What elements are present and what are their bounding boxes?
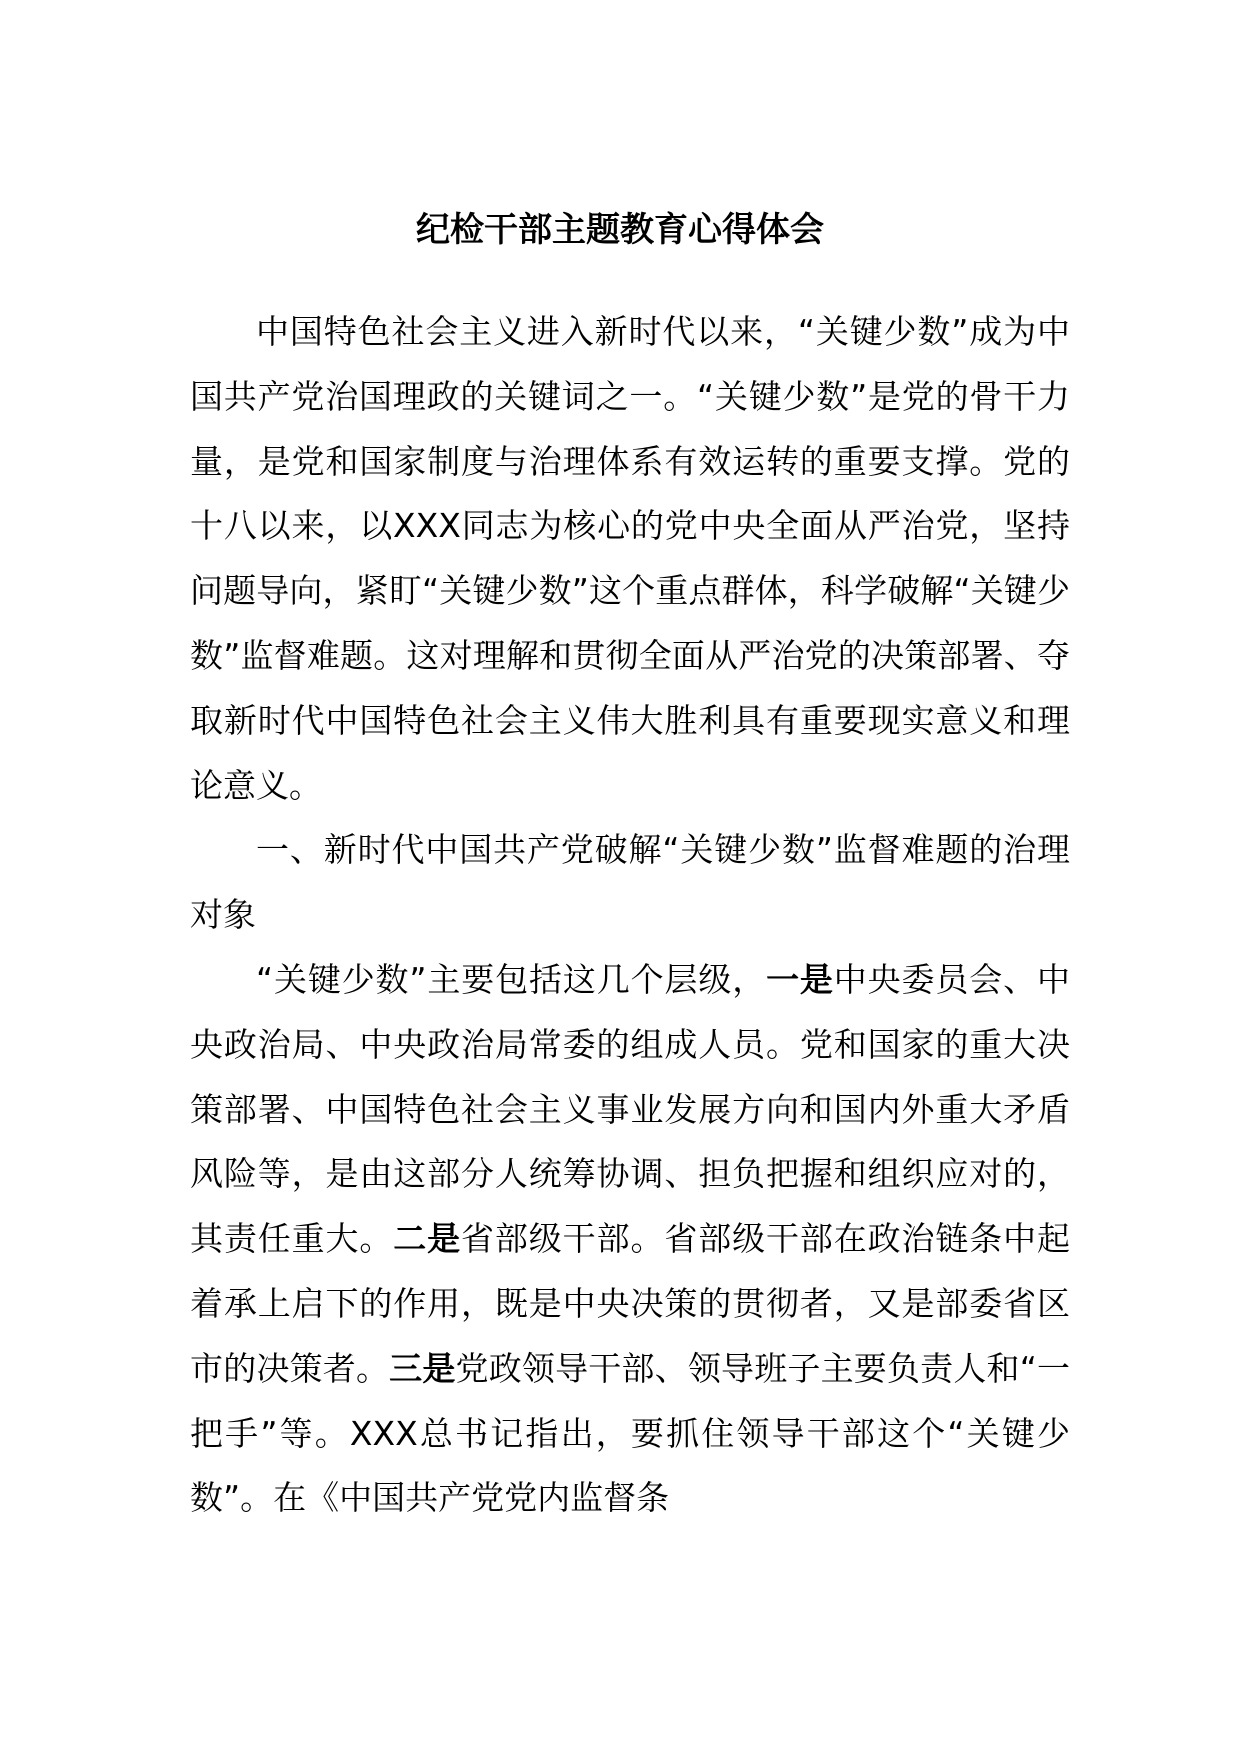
- section-heading-text: 一、新时代中国共产党破解“关键少数”监督难题的治理对象: [190, 830, 1070, 935]
- paragraph-text: 省部级干部。省部级干部在政治链条中起着承上启下的作用，既是中央决策的贯彻者，又是部委省区市的决策者。: [190, 1219, 1071, 1388]
- paragraph-intro: [190, 300, 1070, 818]
- paragraph-levels: [190, 948, 1070, 1531]
- paragraph-text: 中央委员会、中央政治局、中央政治局常委的组成人员。党和国家的重大决策部署、中国特色社会主义事业发展方向和国内外重大矛盾风险等，是由这部分人统筹协调、担负把握和组织应对的，其责任重大。: [190, 959, 1070, 1259]
- bold-marker-first: 一是: [766, 959, 834, 999]
- document-title: 纪检干部主题教育心得体会: [416, 210, 824, 250]
- section-heading-1: [190, 818, 1070, 948]
- paragraph-text: 党政领导干部、领导班子主要负责人和“一把手”等。XXX总书记指出，要抓住领导干部这个“关键少数”。在《中国共产党党内监督条: [190, 1348, 1071, 1518]
- paragraph-text: 中国特色社会主义进入新时代以来，“关键少数”成为中国共产党治国理政的关键词之一。“关键少数”是党的骨干力量，是党和国家制度与治理体系有效运转的重要支撑。党的十八以来，以XXX同志为核心的党中央全面从严治党，坚持问题导向，紧盯“关键少数”这个重点群体，科学破解“关键少数”监督难题。这对理解和贯彻全面从严治党的决策部署、夺取新时代中国特色社会主义伟大胜利具有重要现实意义和理论意义。: [190, 312, 1070, 805]
- paragraph-text: “关键少数”主要包括这几个层级，: [256, 959, 767, 999]
- bold-marker-second: 二是: [393, 1219, 462, 1259]
- bold-marker-third: 三是: [389, 1348, 456, 1388]
- document-body: [190, 300, 1070, 1531]
